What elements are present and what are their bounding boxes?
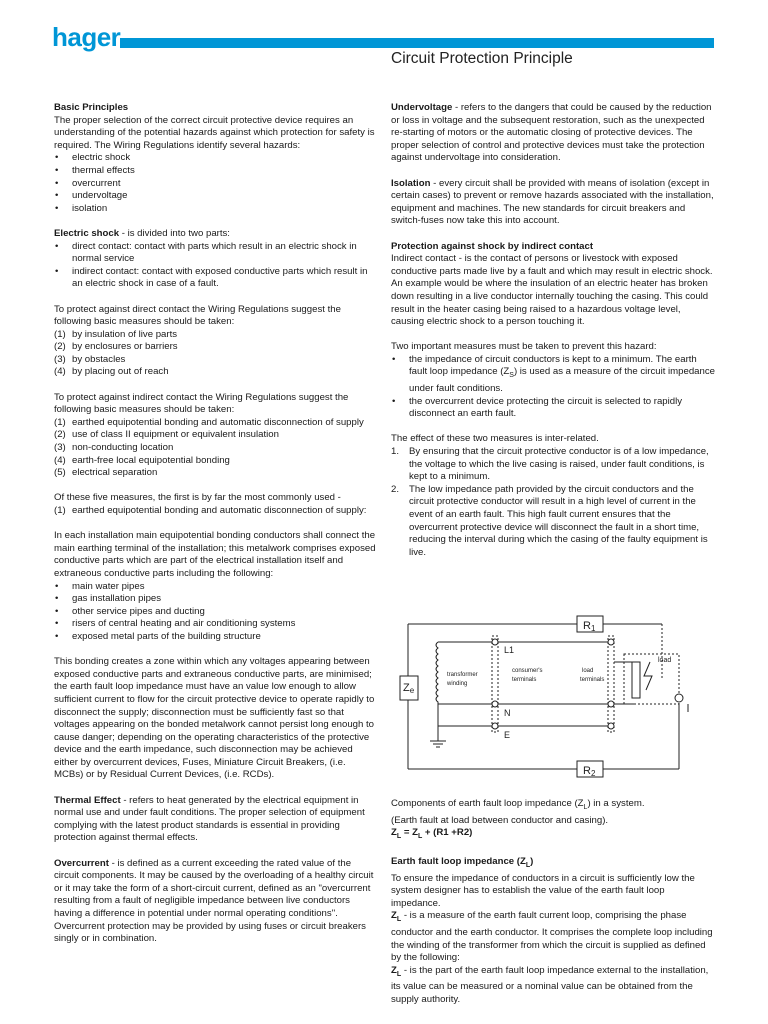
undervoltage-paragraph bbox=[391, 102, 715, 165]
item-text: earth-free local equipotential bonding bbox=[72, 454, 230, 466]
formula-subscript: L bbox=[417, 833, 423, 840]
indirect-contact-intro: To protect against indirect contact the Wiring Regulations suggest the following basic measures should be taken: bbox=[54, 391, 349, 416]
item-text: by obstacles bbox=[72, 353, 126, 365]
effects-list bbox=[391, 446, 715, 559]
two-measures-intro: Two important measures must be taken to prevent this hazard: bbox=[391, 341, 657, 353]
list-item: • risers of central heating and air conditioning systems bbox=[54, 618, 376, 631]
thermal-heading: Thermal Effect bbox=[54, 794, 121, 806]
e-label: E bbox=[504, 730, 511, 740]
electric-shock-paragraph bbox=[54, 228, 376, 241]
basic-principles-heading: Basic Principles bbox=[54, 102, 129, 113]
thermal-paragraph bbox=[54, 795, 376, 845]
list-item: • undervoltage bbox=[54, 190, 376, 203]
header-bar bbox=[120, 38, 714, 48]
list-item: • indirect contact: contact with exposed conductive parts which result in an electric shock in case of a fault. bbox=[54, 266, 376, 291]
undervoltage-text: - refers to the dangers that could be caused by the reduction or loss in voltage and the subsequent restoration, such as the unexpected re-starting of motors or the automatic closing of protective devices. The proper selection of control and protective devices must take the protection against undervoltage into consideration. bbox=[391, 102, 712, 164]
formula bbox=[391, 827, 715, 844]
overcurrent-heading: Overcurrent bbox=[54, 857, 109, 869]
zl-text: - is a measure of the earth fault current loop, comprising the phase conductor and the earth conductor. It comprises the complete loop including the winding of the transformer from which the circuit is supplied as defined by the following: bbox=[391, 910, 713, 964]
isolation-heading: Isolation bbox=[391, 177, 431, 189]
consumer-terminals-box bbox=[492, 636, 498, 732]
five-measures-list bbox=[54, 505, 376, 518]
item-number: (5) bbox=[54, 467, 66, 479]
item-text: electrical separation bbox=[72, 467, 158, 479]
list-item: • electric shock bbox=[54, 152, 376, 165]
l1-label: L1 bbox=[504, 645, 515, 655]
fault-lightning-icon bbox=[644, 662, 652, 690]
load-terminals-label-2: terminals bbox=[580, 677, 605, 683]
five-measures-intro: Of these five measures, the first is by far the most commonly used - bbox=[54, 492, 341, 504]
load-label: load bbox=[658, 657, 672, 664]
brand-logo: hager bbox=[52, 22, 121, 52]
item-number: (1) bbox=[54, 328, 66, 340]
formula-subscript: L bbox=[396, 833, 402, 840]
terminal-n-load bbox=[608, 701, 614, 707]
list-item: • other service pipes and ducting bbox=[54, 606, 376, 619]
caption-text: Components of earth fault loop impedance (Z bbox=[391, 798, 584, 809]
item-text: The low impedance path provided by the circuit conductors and the circuit protective conductor will result in a high level of current in the event of an earth fault. This high fault current ensures that the overcurrent protective device will disconnect the fault in a short time, reducing the interval during which the casing of the faulty equipment is live. bbox=[409, 483, 708, 558]
overcurrent-text: - is defined as a current exceeding the rated value of the circuit components. It may be caused by the overloading of a healthy circuit or it may take the form of a short-circuit current, defined as an "overcurrent resulting from a fault of negligible impedance between live conductors having a difference in potential under normal operating conditions". Overcurrent protection may be provided by using fuses or circuit breakers singly or in combination. bbox=[54, 857, 374, 945]
item-number: (3) bbox=[54, 353, 66, 365]
measure-subscript: S bbox=[509, 372, 514, 380]
item-text: By ensuring that the circuit protective conductor is of a low impedance, the voltage to which the live casing is raised, under fault conditions, is kept to a minimum. bbox=[409, 445, 709, 483]
item-text: by insulation of live parts bbox=[72, 328, 178, 340]
right-column bbox=[391, 102, 715, 572]
item-text: use of class II equipment or equivalent insulation bbox=[72, 429, 279, 441]
consumer-label-2: terminals bbox=[512, 677, 537, 683]
left-column bbox=[54, 102, 376, 958]
terminal-n-consumer bbox=[492, 701, 498, 707]
heading-text-end: ) bbox=[530, 856, 534, 868]
basic-principles-text: The proper selection of the correct circuit protective device requires an understanding of the potential hazards against which protection for safety is required. The Wiring Regulations identify several hazards: bbox=[54, 114, 375, 151]
item-text: earthed equipotential bonding and automatic disconnection of supply: bbox=[72, 505, 367, 516]
item-text: non-conducting location bbox=[72, 442, 174, 454]
measure-text-end: ) is used as a measure of the circuit impedance under fault conditions. bbox=[409, 366, 715, 394]
list-item bbox=[54, 505, 376, 518]
measure-text: the impedance of circuit conductors is kept to a minimum. The earth fault loop impedance (Z bbox=[409, 353, 697, 378]
isolation-text: - every circuit shall be provided with means of isolation (except in certain cases) to prevent or remove hazards associated with the installation, equipment and machines. The new standards for circuit breakers and switch-fuses now take this into account. bbox=[391, 177, 714, 227]
efli-heading bbox=[391, 856, 715, 873]
efli-text: To ensure the impedance of conductors in a circuit is sufficiently low the system designer has to establish the value of the earth fault loop impedance. bbox=[391, 872, 695, 909]
direct-contact-intro: To protect against direct contact the Wiring Regulations suggest the following basic measures should be taken: bbox=[54, 303, 341, 328]
zl2-label-subscript: L bbox=[396, 970, 402, 978]
list-item bbox=[54, 429, 376, 442]
page-title: Circuit Protection Principle bbox=[391, 50, 573, 67]
list-item bbox=[391, 354, 715, 396]
r1-label: R1 bbox=[583, 620, 596, 633]
earth-fault-loop-diagram bbox=[392, 604, 712, 794]
zl-label: Z bbox=[391, 910, 397, 922]
item-number: (2) bbox=[54, 429, 66, 441]
item-number: (4) bbox=[54, 366, 66, 378]
direct-measures-list bbox=[54, 329, 376, 379]
zone-text: This bonding creates a zone within which any voltages appearing between exposed conductive parts and extraneous conductive parts, are minimised; the earth fault loop impedance must have an value low enough to allow sufficient current to flow for the circuit protective device to operate rapidly to disconnect the supply; disconnection must be sufficiently fast so that voltages appearing on the bonded metalwork cannot persist long enough to cause danger; depending on the operating characteristics of the protective device and the earth impedance, such disconnection may be achieved either by overcurrent devices, Fuses, Miniature Circuit Breakers, (i.e. MCBs) or by Residual Current Devices, (i.e. RCDs). bbox=[54, 656, 375, 781]
list-item: • isolation bbox=[54, 203, 376, 216]
caption-subscript: L bbox=[583, 803, 588, 811]
isolation-paragraph bbox=[391, 178, 715, 228]
zl-definition bbox=[391, 910, 715, 964]
bonding-text: In each installation main equipotential bonding conductors shall connect the main earthing terminal of the installation; this metalwork comprises exposed conductive parts which are part of the electrical installation itself and extraneous conductive parts including the following: bbox=[54, 530, 376, 579]
transformer-label-2: winding bbox=[447, 681, 468, 687]
shock-parts-list bbox=[54, 241, 376, 291]
transformer-label-1: transformer bbox=[447, 672, 478, 678]
heading-subscript: L bbox=[525, 862, 531, 870]
terminal-l1-consumer bbox=[492, 639, 498, 645]
caption-text-end: ) in a system. bbox=[587, 798, 645, 809]
list-item: • exposed metal parts of the building structure bbox=[54, 631, 376, 644]
right-column-lower bbox=[391, 798, 715, 1006]
item-number: (3) bbox=[54, 442, 66, 454]
list-item bbox=[54, 455, 376, 468]
zl2-text: - is the part of the earth fault loop impedance external to the installation, its value can be measured or a nominal value can be obtained from the supply authority. bbox=[391, 964, 709, 1005]
item-text: by enclosures or barriers bbox=[72, 341, 178, 353]
zl2-label: Z bbox=[391, 964, 397, 976]
formula-part: + (R1 +R2) bbox=[422, 827, 473, 839]
list-item bbox=[54, 366, 376, 379]
item-number: 2. bbox=[391, 483, 400, 495]
item-number: (4) bbox=[54, 454, 66, 466]
effect-intro: The effect of these two measures is inter-related. bbox=[391, 433, 599, 445]
load-casing-terminal bbox=[675, 694, 683, 702]
r2-label: R2 bbox=[583, 765, 596, 778]
terminal-l1-load bbox=[608, 639, 614, 645]
formula-part: = Z bbox=[401, 827, 418, 839]
diagram-caption-2: (Earth fault at load between conductor and casing). bbox=[391, 814, 609, 826]
list-item bbox=[391, 446, 715, 484]
electric-shock-heading: Electric shock bbox=[54, 227, 120, 239]
list-item: • overcurrent bbox=[54, 178, 376, 191]
overcurrent-paragraph bbox=[54, 858, 376, 946]
indirect-measures-list bbox=[54, 417, 376, 480]
list-item: • main water pipes bbox=[54, 581, 376, 594]
indirect-protection-heading: Protection against shock by indirect contact bbox=[391, 240, 594, 252]
list-item bbox=[54, 442, 376, 455]
item-number: (1) bbox=[54, 416, 66, 428]
zl-external-definition bbox=[391, 965, 715, 1007]
list-item: • direct contact: contact with parts which result in an electric shock in normal service bbox=[54, 241, 376, 266]
item-number: 1. bbox=[391, 445, 400, 457]
undervoltage-heading: Undervoltage bbox=[391, 102, 453, 113]
terminal-e-load bbox=[608, 723, 614, 729]
indirect-protection-text: Indirect contact - is the contact of persons or livestock with exposed conductive parts made live by a fault and which may result in electric shock. An example would be where the insulation of an electric heater has broken down resulting in a live conductor internally touching the casing. This could result in the heater casing being raised to a hazardous voltage level, causing electric shock to a person touching it. bbox=[391, 253, 713, 328]
n-label: N bbox=[504, 708, 511, 718]
list-item: • gas installation pipes bbox=[54, 593, 376, 606]
list-item bbox=[54, 329, 376, 342]
consumer-label-1: consumer's bbox=[512, 668, 543, 674]
list-item bbox=[54, 341, 376, 354]
heading-text: Earth fault loop impedance (Z bbox=[391, 856, 526, 868]
list-item bbox=[391, 484, 715, 560]
load-element bbox=[632, 662, 640, 698]
terminal-e-consumer bbox=[492, 723, 498, 729]
bonding-list bbox=[54, 581, 376, 644]
diagram-caption-1 bbox=[391, 798, 715, 815]
transformer-winding bbox=[436, 642, 438, 704]
list-item bbox=[54, 467, 376, 480]
two-measures-list bbox=[391, 354, 715, 421]
ze-label: Ze bbox=[403, 682, 415, 695]
thermal-text: - refers to heat generated by the electrical equipment in normal use and under fault conditions. The proper selection of equipment complying with the latest product standards is essential in providing protection against thermal effects. bbox=[54, 794, 365, 844]
zl-label-subscript: L bbox=[396, 916, 402, 924]
formula-part: Z bbox=[391, 827, 397, 839]
list-item: • the overcurrent device protecting the circuit is selected to rapidly disconnect an earth fault. bbox=[391, 396, 715, 421]
item-text: earthed equipotential bonding and automatic disconnection of supply bbox=[72, 416, 364, 428]
electric-shock-intro: - is divided into two parts: bbox=[119, 227, 230, 239]
list-item bbox=[54, 354, 376, 367]
load-terminals-label-1: load bbox=[582, 668, 594, 674]
list-item: • thermal effects bbox=[54, 165, 376, 178]
item-number: (2) bbox=[54, 341, 66, 353]
load-terminals-box bbox=[608, 636, 614, 732]
hazards-list bbox=[54, 152, 376, 215]
item-text: by placing out of reach bbox=[72, 366, 169, 378]
item-number: (1) bbox=[54, 505, 66, 516]
list-item bbox=[54, 417, 376, 430]
